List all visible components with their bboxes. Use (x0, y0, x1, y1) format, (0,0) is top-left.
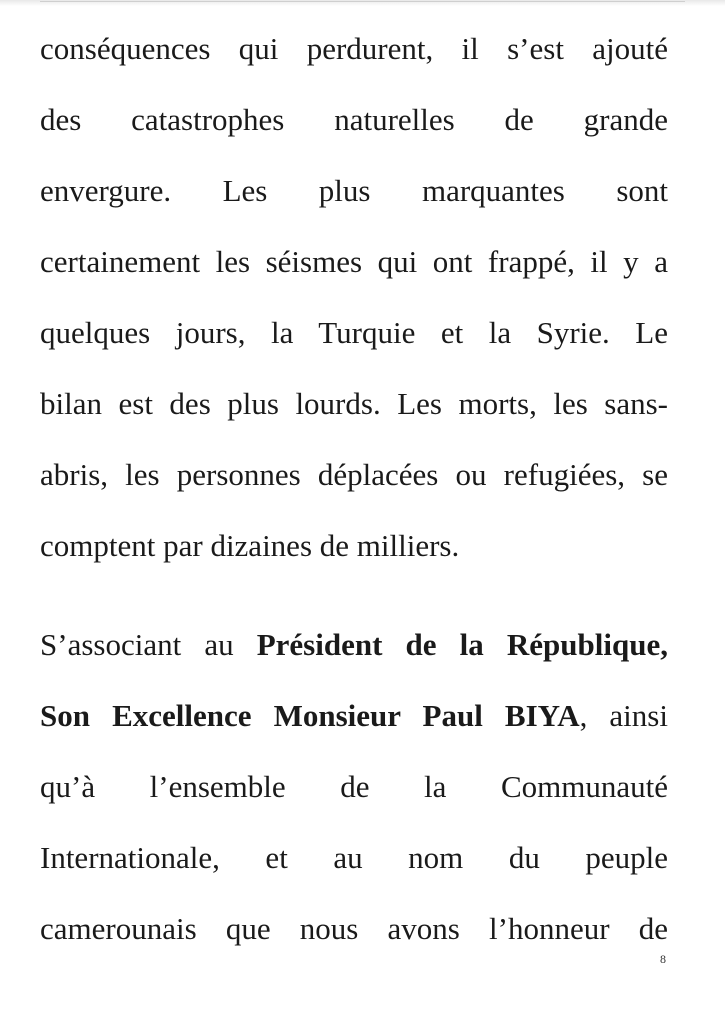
text-line: Internationale, et au nom du peuple (40, 840, 668, 875)
bold-run: Son Excellence Monsieur Paul BIYA (40, 698, 580, 733)
text-line: quelques jours, la Turquie et la Syrie. Le (40, 315, 668, 350)
text-line: qu’à l’ensemble de la Communauté (40, 769, 668, 804)
text-line: camerounais que nous avons l’honneur de (40, 911, 668, 946)
paragraph-gap (40, 590, 668, 618)
text-run: S’associant au (40, 627, 257, 662)
page-body (40, 22, 668, 973)
text-line: des catastrophes naturelles de grande (40, 102, 668, 137)
text-line: envergure. Les plus marquantes sont (40, 173, 668, 208)
text-line: bilan est des plus lourds. Les morts, les sans- (40, 386, 668, 421)
page-number: 8 (660, 952, 666, 966)
bold-run: Président de la République, (256, 627, 668, 662)
text-line (40, 618, 668, 689)
top-edge (0, 0, 725, 6)
text-line: comptent par dizaines de milliers. (40, 528, 460, 563)
text-line: certainement les séismes qui ont frappé, il y a (40, 244, 668, 279)
text-line: abris, les personnes déplacées ou refugiées, se (40, 457, 668, 492)
text-run: , ainsi (579, 698, 668, 733)
text-line (40, 689, 668, 760)
text-line: conséquences qui perdurent, il s’est ajouté (40, 31, 668, 66)
